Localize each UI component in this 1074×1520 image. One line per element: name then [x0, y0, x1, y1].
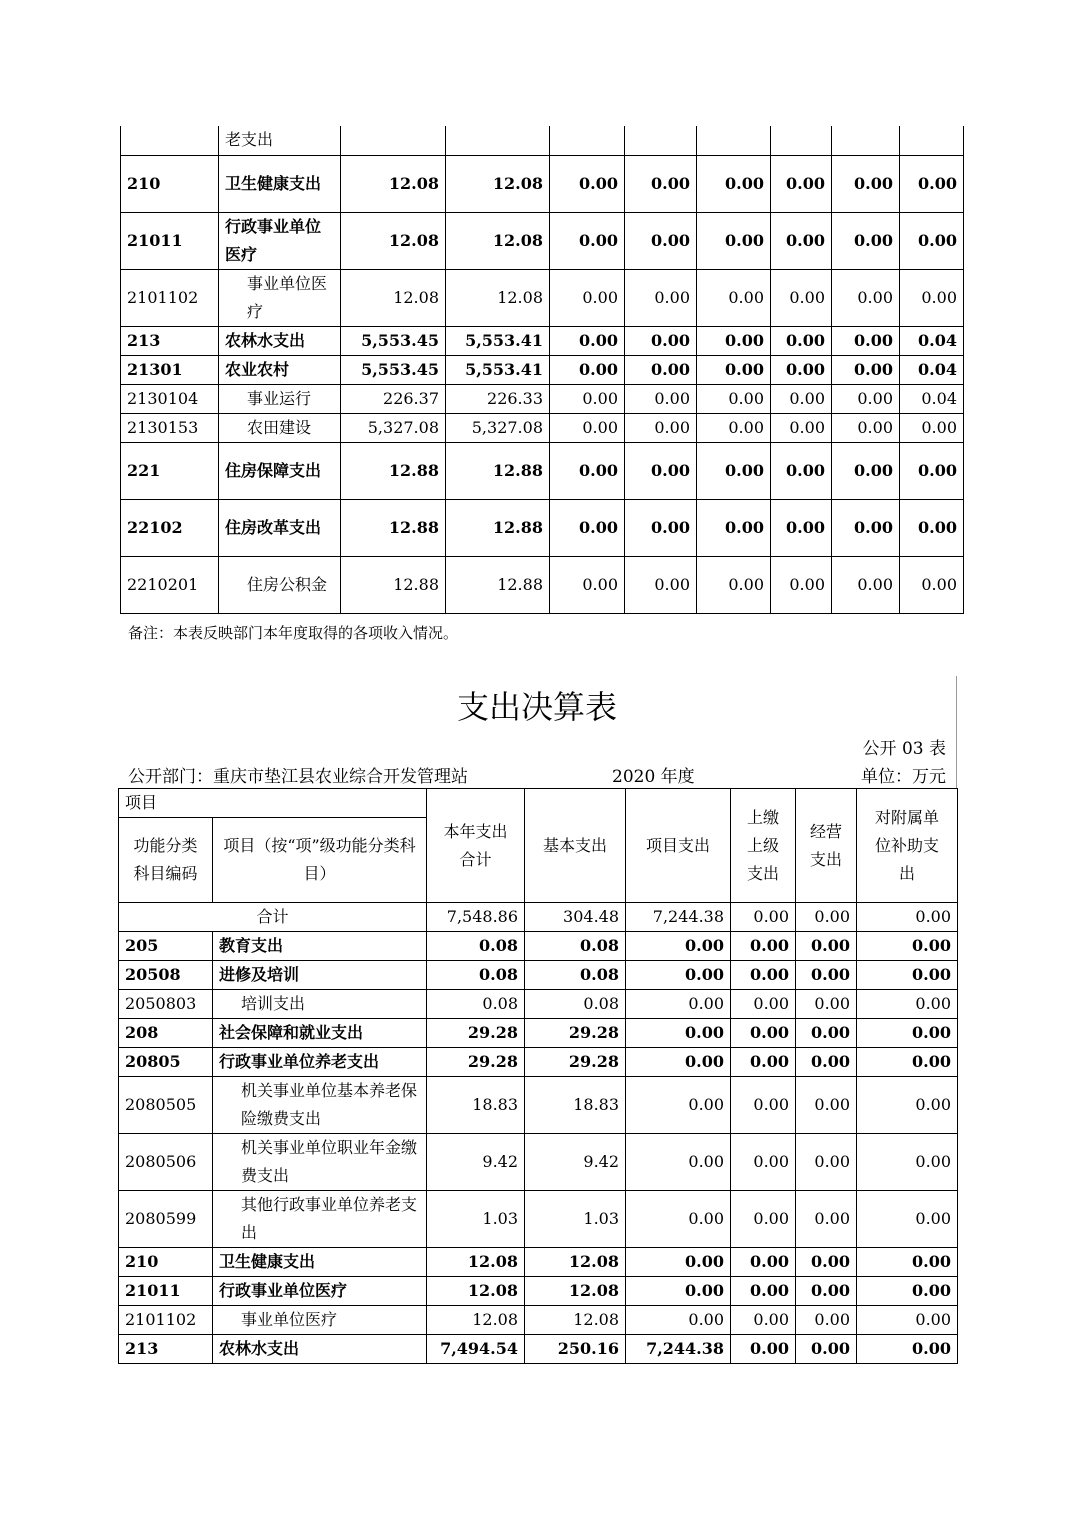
row-value: 12.08	[427, 1248, 525, 1277]
row-value: 12.08	[341, 155, 446, 212]
table-row	[121, 155, 964, 212]
row-value: 0.00	[550, 384, 625, 413]
row-value: 0.00	[771, 384, 832, 413]
row-value: 0.00	[832, 155, 900, 212]
sum-upper: 0.00	[731, 903, 796, 932]
sum-project: 7,244.38	[626, 903, 731, 932]
row-value: 0.08	[525, 990, 626, 1019]
row-code: 2080505	[119, 1077, 213, 1134]
row-value	[771, 126, 832, 155]
row-value: 0.04	[900, 355, 964, 384]
row-value: 0.00	[832, 384, 900, 413]
row-name: 机关事业单位职业年金缴费支出	[213, 1134, 427, 1191]
row-code: 2130153	[121, 413, 219, 442]
row-value: 0.00	[550, 269, 625, 326]
row-value: 0.00	[731, 1277, 796, 1306]
table-row	[121, 212, 964, 269]
row-code: 2050803	[119, 990, 213, 1019]
row-value: 0.00	[857, 1306, 958, 1335]
row-value: 1.03	[427, 1191, 525, 1248]
row-name: 行政事业单位养老支出	[213, 1048, 427, 1077]
table-row	[121, 269, 964, 326]
sum-total: 7,548.86	[427, 903, 525, 932]
row-value: 5,553.45	[341, 355, 446, 384]
row-name: 老支出	[219, 126, 341, 155]
row-name: 农林水支出	[219, 326, 341, 355]
row-value: 0.08	[525, 932, 626, 961]
row-value: 0.00	[626, 1277, 731, 1306]
row-value	[341, 126, 446, 155]
row-value: 5,553.41	[446, 355, 550, 384]
row-value: 0.00	[857, 1248, 958, 1277]
row-value: 0.00	[697, 212, 771, 269]
row-value: 7,244.38	[626, 1335, 731, 1364]
row-value: 0.00	[771, 326, 832, 355]
row-code: 2130104	[121, 384, 219, 413]
row-value: 0.00	[697, 499, 771, 556]
row-code: 21301	[121, 355, 219, 384]
row-value: 0.00	[857, 961, 958, 990]
table-row	[121, 126, 964, 155]
row-name: 事业单位医疗	[219, 269, 341, 326]
table-row	[121, 556, 964, 613]
row-value: 0.00	[697, 556, 771, 613]
row-value: 0.00	[857, 990, 958, 1019]
row-name: 教育支出	[213, 932, 427, 961]
header-upper: 上缴上级支出	[731, 789, 796, 903]
row-value: 0.00	[626, 990, 731, 1019]
table-row	[119, 1134, 958, 1191]
row-name: 社会保障和就业支出	[213, 1019, 427, 1048]
row-value: 0.00	[900, 212, 964, 269]
row-code: 2101102	[121, 269, 219, 326]
row-value: 0.00	[625, 155, 697, 212]
row-value: 0.00	[550, 413, 625, 442]
row-name: 住房公积金	[219, 556, 341, 613]
row-code: 2210201	[121, 556, 219, 613]
row-value: 0.00	[796, 990, 857, 1019]
sum-subsidy: 0.00	[857, 903, 958, 932]
sum-label: 合计	[119, 903, 427, 932]
row-value: 0.00	[697, 326, 771, 355]
header-item: 项目	[119, 789, 427, 818]
row-code: 2080506	[119, 1134, 213, 1191]
row-value: 12.08	[427, 1306, 525, 1335]
row-value: 0.00	[550, 556, 625, 613]
row-code: 20508	[119, 961, 213, 990]
row-value: 0.00	[796, 1306, 857, 1335]
row-value: 12.08	[427, 1277, 525, 1306]
row-value: 9.42	[427, 1134, 525, 1191]
row-value: 0.00	[857, 1077, 958, 1134]
row-code: 2101102	[119, 1306, 213, 1335]
row-value: 0.00	[771, 355, 832, 384]
row-value	[550, 126, 625, 155]
row-value: 0.08	[525, 961, 626, 990]
row-value: 0.00	[900, 413, 964, 442]
row-code: 22102	[121, 499, 219, 556]
row-value: 12.88	[446, 442, 550, 499]
row-value: 0.00	[626, 1191, 731, 1248]
row-value: 12.88	[341, 442, 446, 499]
row-code: 208	[119, 1019, 213, 1048]
row-value: 12.88	[341, 499, 446, 556]
year-label: 2020 年度	[612, 767, 695, 787]
row-value	[832, 126, 900, 155]
table-row	[121, 355, 964, 384]
row-value: 0.00	[626, 932, 731, 961]
row-value: 0.00	[771, 413, 832, 442]
row-name: 住房保障支出	[219, 442, 341, 499]
row-value: 226.37	[341, 384, 446, 413]
header-business: 经营支出	[796, 789, 857, 903]
row-value: 0.00	[796, 1019, 857, 1048]
row-value: 0.00	[796, 1335, 857, 1364]
row-value: 0.00	[731, 1134, 796, 1191]
row-code: 21011	[119, 1277, 213, 1306]
row-value: 0.00	[900, 499, 964, 556]
row-value: 29.28	[525, 1048, 626, 1077]
row-value: 0.00	[550, 326, 625, 355]
row-value: 0.08	[427, 990, 525, 1019]
row-value: 0.00	[626, 961, 731, 990]
row-value: 0.00	[832, 413, 900, 442]
row-value: 0.00	[731, 990, 796, 1019]
row-value: 12.08	[341, 269, 446, 326]
table-row	[119, 932, 958, 961]
row-value: 0.08	[427, 932, 525, 961]
row-value: 0.00	[626, 1248, 731, 1277]
row-value: 5,327.08	[341, 413, 446, 442]
row-value: 0.00	[900, 556, 964, 613]
row-value	[625, 126, 697, 155]
row-value: 0.00	[857, 1019, 958, 1048]
row-value: 0.00	[796, 1077, 857, 1134]
row-code: 205	[119, 932, 213, 961]
row-name: 农田建设	[219, 413, 341, 442]
row-value: 0.00	[771, 155, 832, 212]
row-value: 0.00	[857, 1191, 958, 1248]
row-value: 0.00	[731, 961, 796, 990]
row-value: 250.16	[525, 1335, 626, 1364]
row-value: 0.00	[832, 499, 900, 556]
row-value: 7,494.54	[427, 1335, 525, 1364]
row-value: 0.00	[625, 326, 697, 355]
row-value: 0.00	[832, 269, 900, 326]
row-value: 0.00	[796, 1191, 857, 1248]
page-title: 支出决算表	[456, 688, 617, 726]
form-number: 公开 03 表	[862, 739, 946, 759]
row-value: 0.00	[771, 556, 832, 613]
row-name: 事业运行	[219, 384, 341, 413]
row-value: 0.04	[900, 326, 964, 355]
row-code: 221	[121, 442, 219, 499]
table-row	[119, 1077, 958, 1134]
header-total: 本年支出合计	[427, 789, 525, 903]
row-name: 培训支出	[213, 990, 427, 1019]
table-row	[121, 499, 964, 556]
row-name: 行政事业单位医疗	[219, 212, 341, 269]
row-value: 0.00	[731, 1048, 796, 1077]
row-value: 0.00	[857, 1048, 958, 1077]
table-row	[121, 384, 964, 413]
row-value: 0.00	[731, 1335, 796, 1364]
row-value: 12.88	[446, 499, 550, 556]
expenditure-table	[118, 788, 958, 1364]
header-project: 项目支出	[626, 789, 731, 903]
row-value: 0.00	[832, 212, 900, 269]
row-value: 0.00	[857, 1335, 958, 1364]
row-code: 2080599	[119, 1191, 213, 1248]
row-value: 9.42	[525, 1134, 626, 1191]
row-name: 卫生健康支出	[213, 1248, 427, 1277]
row-value: 29.28	[525, 1019, 626, 1048]
row-value: 0.00	[857, 1277, 958, 1306]
row-value: 18.83	[525, 1077, 626, 1134]
table-row	[119, 961, 958, 990]
row-value: 0.00	[626, 1019, 731, 1048]
row-value: 1.03	[525, 1191, 626, 1248]
row-value: 0.00	[697, 355, 771, 384]
row-value: 0.00	[625, 556, 697, 613]
row-value: 0.00	[550, 212, 625, 269]
row-value: 0.00	[771, 212, 832, 269]
row-name: 其他行政事业单位养老支出	[213, 1191, 427, 1248]
row-code	[121, 126, 219, 155]
row-value: 0.00	[550, 155, 625, 212]
row-value: 0.00	[731, 1019, 796, 1048]
row-name: 卫生健康支出	[219, 155, 341, 212]
header-name: 项目（按“项”级功能分类科目）	[213, 818, 427, 903]
row-value: 0.00	[625, 212, 697, 269]
row-value: 226.33	[446, 384, 550, 413]
row-value: 0.04	[900, 384, 964, 413]
row-value: 0.00	[625, 355, 697, 384]
row-name: 事业单位医疗	[213, 1306, 427, 1335]
row-value: 0.00	[796, 1048, 857, 1077]
row-value: 18.83	[427, 1077, 525, 1134]
sum-business: 0.00	[796, 903, 857, 932]
row-value: 0.00	[832, 326, 900, 355]
row-value: 0.00	[857, 1134, 958, 1191]
row-value: 29.28	[427, 1019, 525, 1048]
row-value: 12.08	[446, 212, 550, 269]
row-value: 0.00	[832, 556, 900, 613]
row-value: 0.00	[625, 413, 697, 442]
table-row	[119, 1335, 958, 1364]
row-value: 0.00	[550, 442, 625, 499]
row-value: 0.00	[625, 384, 697, 413]
department-label: 公开部门：重庆市垫江县农业综合开发管理站	[128, 767, 468, 787]
unit-label: 单位：万元	[861, 767, 946, 787]
row-value: 12.08	[341, 212, 446, 269]
table-row	[119, 1248, 958, 1277]
header-code: 功能分类科目编码	[119, 818, 213, 903]
row-value: 0.00	[771, 499, 832, 556]
row-value: 0.00	[550, 355, 625, 384]
row-code: 213	[119, 1335, 213, 1364]
row-name: 进修及培训	[213, 961, 427, 990]
row-value: 0.00	[731, 1248, 796, 1277]
row-value: 5,553.45	[341, 326, 446, 355]
row-value: 0.00	[796, 961, 857, 990]
row-value: 0.00	[900, 155, 964, 212]
table-row	[119, 990, 958, 1019]
sum-row	[119, 903, 958, 932]
row-value: 12.08	[446, 269, 550, 326]
row-value: 0.00	[626, 1134, 731, 1191]
row-value: 0.00	[796, 932, 857, 961]
row-value: 0.00	[771, 269, 832, 326]
row-value: 0.00	[731, 1306, 796, 1335]
row-value	[446, 126, 550, 155]
row-value: 0.00	[626, 1306, 731, 1335]
row-value: 0.00	[626, 1048, 731, 1077]
row-value: 29.28	[427, 1048, 525, 1077]
row-name: 住房改革支出	[219, 499, 341, 556]
table-row	[119, 1048, 958, 1077]
row-value: 12.08	[525, 1277, 626, 1306]
table-note: 备注：本表反映部门本年度取得的各项收入情况。	[128, 624, 459, 642]
table-row	[119, 1019, 958, 1048]
row-value	[900, 126, 964, 155]
row-name: 行政事业单位医疗	[213, 1277, 427, 1306]
table-row	[119, 1277, 958, 1306]
row-value: 12.88	[446, 556, 550, 613]
row-value: 0.00	[625, 442, 697, 499]
row-value: 0.00	[697, 442, 771, 499]
row-value: 0.00	[731, 932, 796, 961]
row-value: 0.00	[697, 384, 771, 413]
table-row	[119, 1191, 958, 1248]
row-value: 12.08	[525, 1306, 626, 1335]
table-row	[121, 326, 964, 355]
row-value: 0.00	[796, 1277, 857, 1306]
row-value: 0.00	[697, 155, 771, 212]
row-value: 0.00	[900, 269, 964, 326]
row-value: 5,327.08	[446, 413, 550, 442]
table-row	[121, 442, 964, 499]
header-subsidy: 对附属单位补助支出	[857, 789, 958, 903]
row-value: 12.08	[446, 155, 550, 212]
row-value: 0.00	[697, 269, 771, 326]
row-code: 210	[119, 1248, 213, 1277]
row-value: 0.00	[625, 269, 697, 326]
row-value: 0.00	[550, 499, 625, 556]
row-value	[697, 126, 771, 155]
row-value: 5,553.41	[446, 326, 550, 355]
row-value: 0.00	[625, 499, 697, 556]
row-value: 0.00	[832, 355, 900, 384]
row-value: 0.00	[900, 442, 964, 499]
row-code: 213	[121, 326, 219, 355]
row-code: 210	[121, 155, 219, 212]
row-code: 21011	[121, 212, 219, 269]
row-name: 农业农村	[219, 355, 341, 384]
income-table-continued	[120, 126, 964, 614]
row-name: 机关事业单位基本养老保险缴费支出	[213, 1077, 427, 1134]
row-value: 0.00	[796, 1134, 857, 1191]
row-value: 0.00	[731, 1077, 796, 1134]
row-code: 20805	[119, 1048, 213, 1077]
row-name: 农林水支出	[213, 1335, 427, 1364]
row-value: 0.00	[857, 932, 958, 961]
row-value: 0.00	[796, 1248, 857, 1277]
row-value: 0.00	[771, 442, 832, 499]
row-value: 0.00	[832, 442, 900, 499]
sum-basic: 304.48	[525, 903, 626, 932]
row-value: 0.00	[626, 1077, 731, 1134]
header-basic: 基本支出	[525, 789, 626, 903]
row-value: 12.88	[341, 556, 446, 613]
row-value: 0.08	[427, 961, 525, 990]
row-value: 12.08	[525, 1248, 626, 1277]
row-value: 0.00	[697, 413, 771, 442]
table-row	[121, 413, 964, 442]
table-row	[119, 1306, 958, 1335]
row-value: 0.00	[731, 1191, 796, 1248]
